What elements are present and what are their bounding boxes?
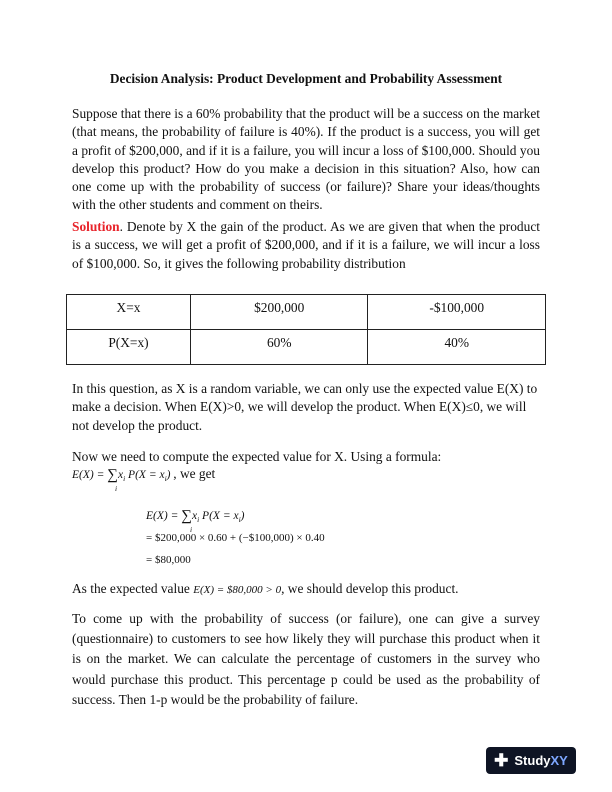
conclusion-suffix: , we should develop this product. <box>281 581 459 596</box>
table-cell: P(X=x) <box>67 330 191 365</box>
table-cell: $200,000 <box>190 295 367 330</box>
survey-paragraph: To come up with the probability of success (or failure), one can give a survey (questionnaire) to customers to see how likely they will purchase this product when it is on the market. We can calculate the percentage of customers in the survey who would purchase this product. This percentage p could be used as the probability of success. Then 1-p would be the probability of failure. <box>72 611 540 707</box>
calc-line-2: = $200,000 × 0.60 + (−$100,000) × 0.40 <box>146 532 325 544</box>
table-cell: 40% <box>368 330 546 365</box>
table-cell: X=x <box>67 295 191 330</box>
probability-distribution-table <box>66 294 546 365</box>
calc-line-1: $E(X) = \sum x_i$ $P(X = x_i)$ <box>146 508 245 524</box>
formula-suffix: , we get <box>173 466 216 481</box>
document-title: Decision Analysis: Product Development and Probability Assessment <box>109 71 503 86</box>
calc-line-3: = $80,000 <box>146 554 191 566</box>
plus-icon: ✚ <box>494 751 509 770</box>
expected-value-formula: $E(X) = \sum x_i$ $P(X = x_i)$ , we get <box>72 466 216 483</box>
solution-paragraph <box>72 218 540 273</box>
studyxy-logo <box>486 747 576 774</box>
sum-index: i <box>115 484 118 493</box>
conclusion-line <box>72 581 459 597</box>
conclusion-prefix: As the expected value <box>72 581 190 596</box>
question-paragraph: Suppose that there is a 60% probability that the product will be a success on the market (that means, the probability of failure is 40%). If the product is a success, you will get a profit of $200,000, and if it is a failure, you will incur a loss of $100,000. Should you develop this product? How do you make a decision in this situation? Also, how can one come up with the probability of success (or failure)? Share your ideas/thoughts with the other students and comment on theirs. <box>72 106 540 213</box>
logo-text: StudyXY <box>514 753 568 768</box>
conclusion-math: E(X) = $80,000 > 0 <box>193 584 282 596</box>
table-row <box>67 295 546 330</box>
table-row <box>67 330 546 365</box>
compute-intro-paragraph: Now we need to compute the expected value for X. Using a formula: <box>72 449 442 464</box>
solution-text: . Denote by X the gain of the product. As we are given that when the product is a success, we will get a profit of $200,000, and if it is a failure, we will incur a loss of $100,000. So, it gives the following probability distribution <box>72 219 540 271</box>
table-cell: -$100,000 <box>368 295 546 330</box>
table-cell: 60% <box>190 330 367 365</box>
sum-index: i <box>190 525 193 534</box>
expected-value-paragraph: In this question, as X is a random variable, we can only use the expected value E(X) to make a decision. When E(X)>0, we will develop the product. When E(X)≤0, we will not develop the product. <box>72 381 538 433</box>
solution-label: Solution <box>72 219 120 234</box>
